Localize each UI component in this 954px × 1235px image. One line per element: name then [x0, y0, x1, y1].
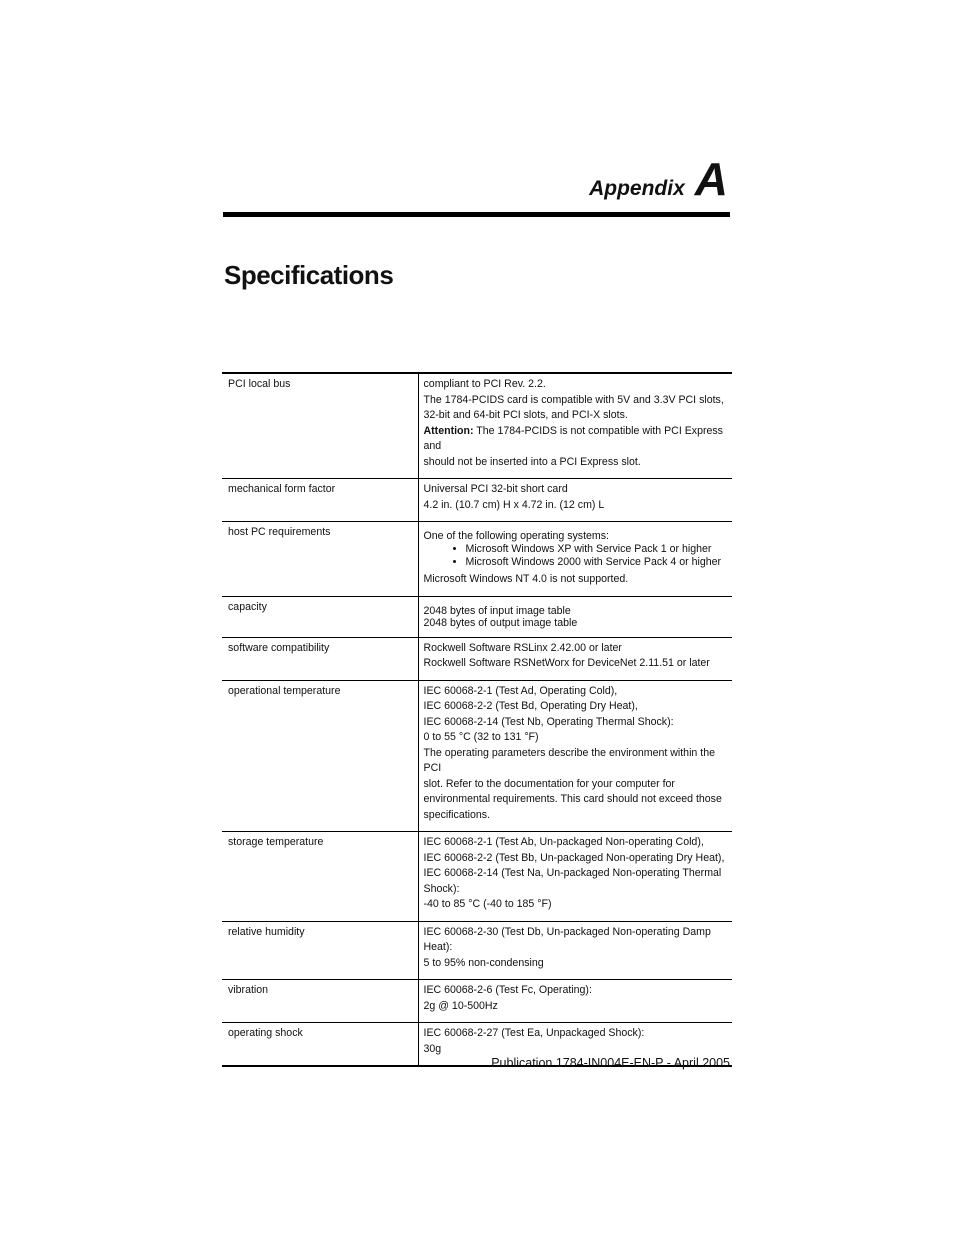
list-item: • Microsoft Windows XP with Service Pack 1 or higher: [466, 543, 729, 556]
spec-line: 2048 bytes of input image table: [423, 604, 571, 617]
spec-label: storage temperature: [222, 832, 418, 922]
spec-line: The operating parameters describe the environment within the PCI: [423, 746, 715, 774]
spec-label: PCI local bus: [222, 373, 418, 479]
attention-text: The 1784-PCIDS is not compatible with PCI Express and: [423, 424, 723, 452]
spec-line: -40 to 85 °C (-40 to 185 °F): [423, 898, 552, 910]
spec-line: slot. Refer to the documentation for your computer for: [423, 777, 675, 790]
spec-line: IEC 60068-2-14 (Test Nb, Operating Thermal Shock):: [423, 715, 674, 728]
spec-line: Universal PCI 32-bit short card: [423, 483, 568, 495]
table-row: [222, 522, 732, 597]
spec-value: [418, 680, 732, 832]
spec-label: vibration: [222, 980, 418, 1023]
spec-line: 4.2 in. (10.7 cm) H x 4.72 in. (12 cm) L: [423, 498, 605, 511]
spec-line: The 1784-PCIDS card is compatible with 5V and 3.3V PCI slots,: [423, 393, 724, 406]
spec-line: specifications.: [423, 808, 491, 821]
spec-line: Shock):: [423, 882, 460, 895]
spec-value: [418, 596, 732, 637]
table-row: [222, 832, 732, 922]
spec-line: IEC 60068-2-1 (Test Ab, Un-packaged Non-operating Cold),: [423, 836, 704, 848]
spec-label: relative humidity: [222, 921, 418, 980]
publication-footer: Publication 1784-IN004E-EN-P - April 2005: [491, 1056, 730, 1070]
spec-line: 5 to 95% non-condensing: [423, 956, 544, 969]
attention-label: Attention:: [423, 424, 474, 437]
spec-label: host PC requirements: [222, 522, 418, 597]
spec-line: IEC 60068-2-6 (Test Fc, Operating):: [423, 984, 592, 996]
appendix-word: Appendix: [589, 177, 685, 200]
table-row: [222, 980, 732, 1023]
spec-line: IEC 60068-2-27 (Test Ea, Unpackaged Shock):: [423, 1027, 645, 1039]
spec-label: mechanical form factor: [222, 479, 418, 522]
table-row: [222, 596, 732, 637]
spec-value: [418, 479, 732, 522]
appendix-letter: A: [694, 153, 728, 205]
spec-line: IEC 60068-2-1 (Test Ad, Operating Cold),: [423, 684, 618, 697]
os-list: [424, 543, 729, 569]
appendix-heading: [589, 153, 728, 205]
table-row: [222, 479, 732, 522]
spec-value: [418, 980, 732, 1023]
spec-label: capacity: [222, 596, 418, 637]
spec-line: 2048 bytes of output image table: [423, 616, 578, 629]
page-title: Specifications: [224, 260, 394, 290]
spec-line: Rockwell Software RSNetWorx for DeviceNet 2.11.51 or later: [423, 657, 710, 669]
spec-line: IEC 60068-2-2 (Test Bb, Un-packaged Non-operating Dry Heat),: [423, 851, 725, 864]
table-row: [222, 373, 732, 479]
spec-line: IEC 60068-2-2 (Test Bd, Operating Dry Heat),: [423, 700, 638, 712]
attention-line: [424, 424, 729, 455]
spec-line: Microsoft Windows NT 4.0 is not supported.: [423, 573, 629, 585]
spec-value: [418, 832, 732, 922]
spec-line: 32-bit and 64-bit PCI slots, and PCI-X slots.: [423, 409, 628, 421]
spec-line: 0 to 55 °C (32 to 131 °F): [423, 731, 539, 743]
list-item: • Microsoft Windows 2000 with Service Pack 4 or higher: [466, 556, 729, 569]
spec-value: [418, 522, 732, 597]
spec-line: environmental requirements. This card should not exceed those: [423, 793, 722, 805]
spec-line: 30g: [423, 1042, 442, 1055]
table-row: [222, 637, 732, 680]
spec-label: software compatibility: [222, 637, 418, 680]
spec-line: should not be inserted into a PCI Express slot.: [423, 455, 641, 468]
spec-label: operating shock: [222, 1023, 418, 1067]
specifications-table: [222, 372, 732, 1067]
spec-line: IEC 60068-2-14 (Test Na, Un-packaged Non-operating Thermal: [423, 867, 722, 879]
table-row: [222, 680, 732, 832]
spec-line: 2g @ 10-500Hz: [423, 999, 498, 1012]
spec-label: operational temperature: [222, 680, 418, 832]
spec-value: [418, 373, 732, 479]
spec-line: Rockwell Software RSLinx 2.42.00 or later: [423, 641, 622, 654]
spec-line: IEC 60068-2-30 (Test Db, Un-packaged Non-operating Damp Heat):: [423, 925, 711, 953]
heading-rule: [223, 212, 730, 217]
spec-value: [418, 637, 732, 680]
table-row: [222, 921, 732, 980]
spec-value: [418, 921, 732, 980]
spec-line: compliant to PCI Rev. 2.2.: [423, 378, 546, 390]
spec-line: One of the following operating systems:: [423, 530, 609, 542]
